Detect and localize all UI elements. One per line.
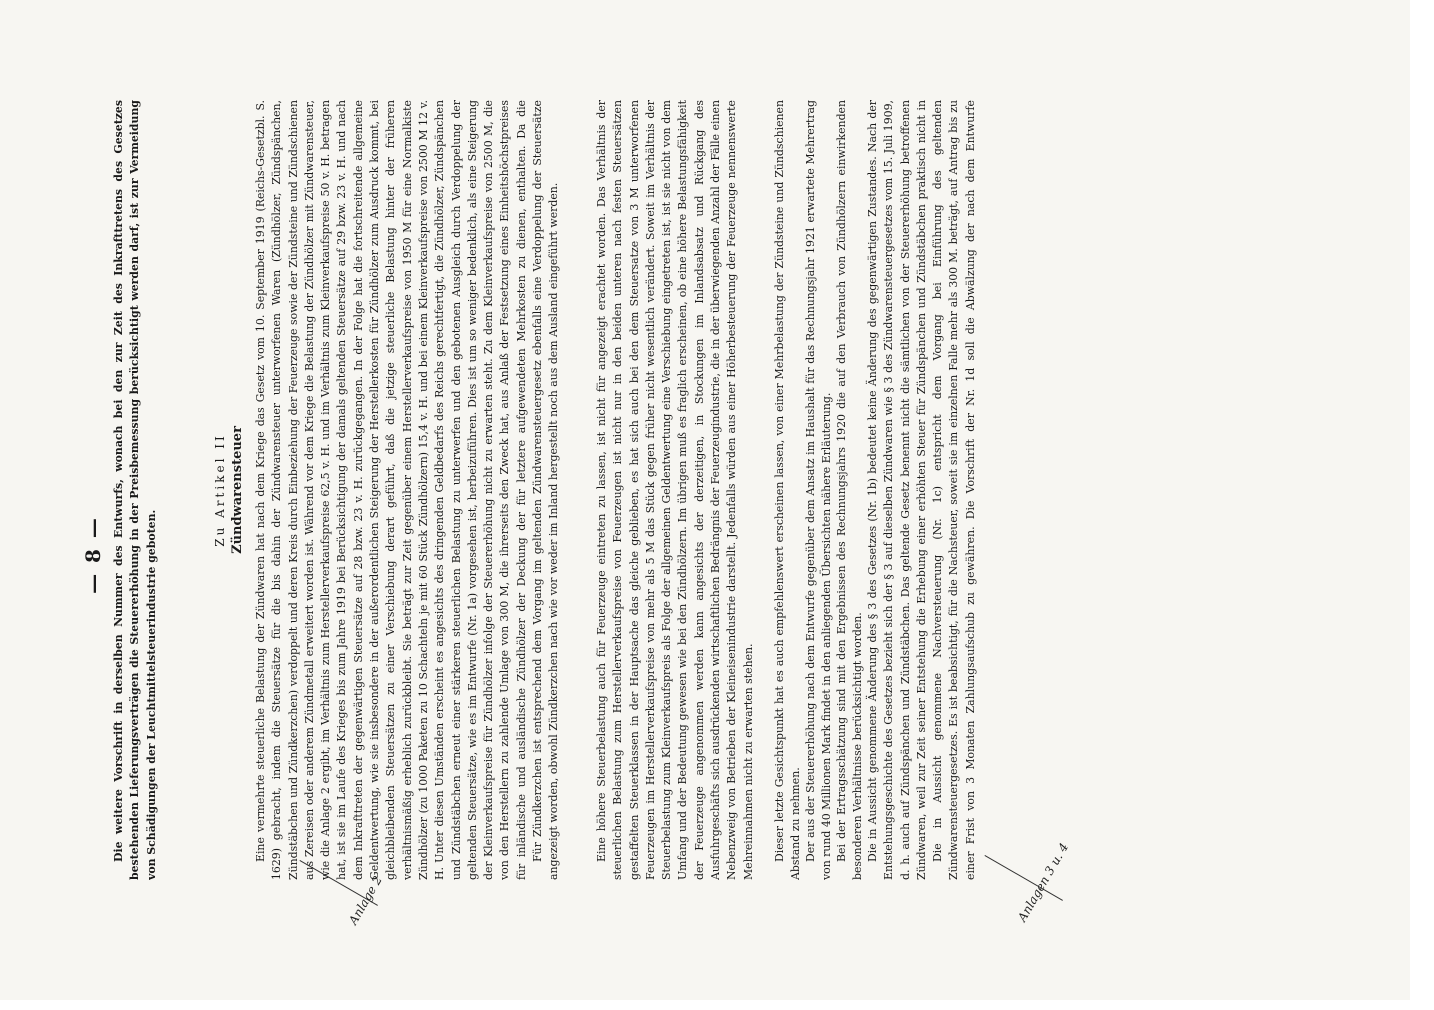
paragraph: Für Zündkerzchen ist entsprechend dem Vorgang im geltenden Zündwarensteuergesetz ebenfalls eine Verdoppelung der Steuersätze angezeigt worden, obwohl Zündkerzchen nach wie vor weder im Inland hergestellt noch aus dem Ausland eingeführt werden.: [531, 100, 561, 880]
paragraph: Eine höhere Steuerbelastung auch für Feuerzeuge eintreten zu lassen, ist nicht für angezeigt erachtet worden. Das Verhältnis der steuerlichen Belastung zum Herstellerverkaufspreise von Feuerzeugen ist nicht nur in den beiden unteren nach festen Steuersätzen gestaffelten Steuerklassen in der Hauptsache das gleiche geblieben, es hat sich auch bei den dem Steuersatze von 3 M unterworfenen Feuerzeugen im Herstellerverkaufspreise von mehr als 5 M das Stück gegen früher nicht wesentlich verändert. Soweit im Verhältnis der Steuerbelastung zum Kleinverkaufspreis als Folge der allgemeinen Geldentwertung eine Verschiebung eingetreten ist, ist sie nicht von dem Umfang und der Bedeutung gewesen wie bei den Zündhölzern. Im übrigen muß es fraglich erscheinen, ob eine höhere Belastungsfähigkeit der Feuerzeuge angenommen werden kann angesichts der derzeitigen, in Stockungen im Inlandsabsatz und Rückgang des Ausfuhrgeschäfts sich ausdrückenden wirtschaftlichen Bedrängnis der Feuerzeugindustrie, die in der überwiegenden Anzahl der Fälle einen Nebenzweig von Betrieben der Kleineisenindustrie darstellt. Jedenfalls würden aus einer Höherbesteuerung der Feuerzeuge nennenswerte Mehreinnahmen nicht zu erwarten stehen.: [595, 100, 755, 880]
page-number: — 8 —: [81, 516, 105, 594]
paragraph: Dieser letzte Gesichtspunkt hat es auch empfehlenswert erscheinen lassen, von einer Mehrbelastung der Zündsteine und Zündschienen Abstand zu nehmen.: [773, 100, 803, 880]
lead-paragraph: Die weitere Vorschrift in derselben Nummer des Entwurfs, wonach bei den zur Zeit des Inkrafttretens des Gesetzes bestehenden Lieferungsverträgen die Steuererhöhung in der Preisbemessung berücksichtigt werden darf, ist zur Vermeidung von Schädigungen der Leuchtmittelsteuerindustrie geboten.: [112, 100, 158, 880]
paragraph: Bei der Ertragsschätzung sind mit den Ergebnissen des Rechnungsjahrs 1920 die auf den Verbrauch von Zündhölzern einwirkenden besonderen Verhältnisse berücksichtigt worden.: [835, 100, 865, 880]
margin-note-anlagen: Anlagen 3 u. 4: [1015, 840, 1072, 924]
paragraph: Eine vermehrte steuerliche Belastung der Zündwaren hat nach dem Kriege das Gesetz vom 10. September 1919 (Reichs-Gesetzbl. S. 1629) gebracht, indem die Steuersätze für die bis dahin der Zündwarensteuer unterworfenen Waren (Zündhölzer, Zündspänchen, Zündstäbchen und Zündkerzchen) verdoppelt und deren Kreis durch Einbeziehung der Feuerzeuge sowie der Zündsteine und Zündschienen aus Zereisen oder anderem Zündmetall erweitert worden ist. Während vor dem Kriege die Belastung der Zündhölzer mit Zündwarensteuer, wie die Anlage 2 ergibt, im Verhältnis zum Herstellerverkaufspreise 62,5 v. H. und im Verhältnis zum Kleinverkaufspreise 50 v. H. betragen hat, ist sie im Laufe des Krieges bis zum Jahre 1919 bei Berücksichtigung der damals geltenden Steuersätze auf 29 bzw. 23 v. H. und nach dem Inkrafttreten der gegenwärtigen Steuersätze auf 28 bzw. 23 v. H. zurückgegangen. In der Folge hat die fortschreitende allgemeine Geldentwertung, wie sie insbesondere in der außerordentlichen Steigerung der Herstellerkosten für Zündhölzer zum Ausdruck kommt, bei gleichbleibenden Steuersätzen zu einer Verschiebung derart geführt, daß die jetzige steuerliche Belastung hinter der früheren verhältnismäßig erheblich zurückbleibt. Sie beträgt zur Zeit gegenüber einem Herstellerverkaufspreise von 1950 M für eine Normalkiste Zündhölzer (zu 1000 Paketen zu 10 Schachteln je mit 60 Stück Zündhölzern) 15,4 v. H. und bei einem Kleinverkaufspreise von 2500 M 12 v. H. Unter diesen Umständen erscheint es angesichts des dringenden Geldbedarfs des Reichs gerechtfertigt, die Zündhölzer, Zündspänchen und Zündstäbchen erneut einer stärkeren steuerlichen Belastung zu unterwerfen und den gebotenen Ausgleich durch Verdoppelung der geltenden Steuersätze, wie es im Entwurfe (Nr. 1a) vorgesehen ist, herbeizuführen. Dies ist um so weniger bedenklich, als eine Steigerung der Kleinverkaufspreise für Zündhölzer infolge der Steuererhöhung nicht zu erwarten steht. Zu dem Kleinverkaufspreise von 2500 M, die von den Herstellern zu zahlende Umlage von 300 M, die ihrerseits den Zweck hat, aus Anlaß der Festsetzung eines Einheitshöchstpreises für inländische und ausländische Zündhölzer der Deckung der für letztere aufgewendeten Mehrkosten zu dienen, enthalten. Da die: [254, 100, 528, 880]
digitization-strip: [1410, 0, 1434, 1000]
margin-note-anlage: Anlage 2: [346, 873, 385, 927]
rotated-document-page: [75, 100, 1075, 880]
paragraph: Die in Aussicht genommene Nachversteuerung (Nr. 1c) entspricht dem Vorgang bei Einführung des geltenden Zündwarensteuergesetzes. Es ist beabsichtigt, für die Nachsteuer, soweit sie im einzelnen Falle mehr als 300 M. beträgt, auf Antrag bis zu einer Frist von 3 Monaten Zahlungsaufschub zu gewähren. Die Vorschrift der Nr. 1d soll die Abwälzung der nach dem Entwurfe: [931, 100, 977, 880]
paragraph: Der aus der Steuererhöhung nach dem Entwurfe gegenüber dem Ansatz im Haushalt für das Rechnungsjahr 1921 erwartete Mehrertrag von rund 40 Millionen Mark findet in den anliegenden Übersichten nähere Erläuterung.: [804, 100, 834, 880]
section-subheading: Zündwarensteuer: [230, 426, 245, 554]
section-heading: Zu Artikel II: [213, 433, 227, 547]
paragraph: Die in Aussicht genommene Änderung des § 3 des Gesetzes (Nr. 1b) bedeutet keine Änderung des gegenwärtigen Zustandes. Nach der Entstehungsgeschichte des Gesetzes bezieht sich der § 3 auf dieselben Zündwaren wie § 3 des Zündwarensteuergesetzes vom 15. Juli 1909, d. h. auch auf Zündspänchen und Zündstäbchen. Das geltende Gesetz benennt nicht die sämtlichen von der Steuererhöhung betroffenen Zündwaren, weil zur Zeit seiner Entstehung die Erhebung einer erhöhten Steuer für Zündspänchen und Zündstäbchen praktisch nicht in: [866, 100, 928, 880]
